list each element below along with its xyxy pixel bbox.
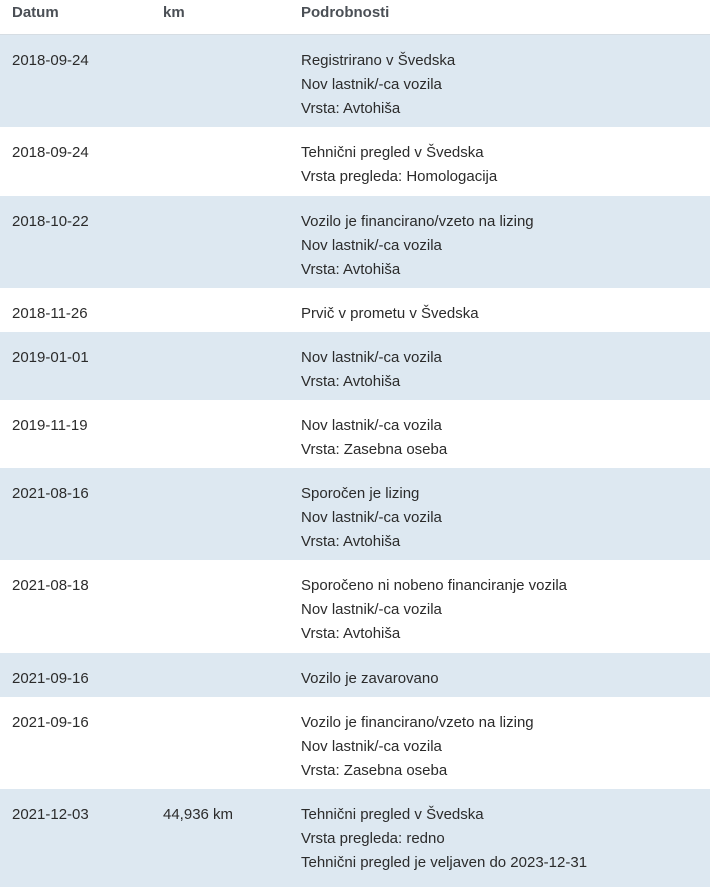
detail-line: Vrsta pregleda: Homologacija <box>301 168 498 185</box>
row-details <box>301 414 447 462</box>
table-row <box>0 653 710 697</box>
table-row <box>0 789 710 887</box>
row-details <box>301 667 439 691</box>
table-row <box>0 697 710 789</box>
row-km: 44,936 km <box>163 806 234 823</box>
row-date: 2018-09-24 <box>12 144 89 161</box>
row-details <box>301 711 534 783</box>
detail-line: Vrsta: Avtohiša <box>301 625 401 642</box>
row-date: 2021-08-18 <box>12 577 89 594</box>
table-row <box>0 288 710 332</box>
row-details <box>301 574 567 646</box>
detail-line: Vrsta: Avtohiša <box>301 261 401 278</box>
row-date: 2021-12-03 <box>12 806 89 823</box>
column-header-details: Podrobnosti <box>301 4 390 21</box>
row-details <box>301 803 587 875</box>
detail-line: Registrirano v Švedska <box>301 52 456 69</box>
row-date: 2019-01-01 <box>12 349 89 366</box>
detail-line: Nov lastnik/-ca vozila <box>301 509 442 526</box>
table-row <box>0 35 710 127</box>
detail-line: Nov lastnik/-ca vozila <box>301 417 442 434</box>
detail-line: Sporočeno ni nobeno financiranje vozila <box>301 577 568 594</box>
row-date: 2021-09-16 <box>12 714 89 731</box>
detail-line: Vrsta: Zasebna oseba <box>301 441 448 458</box>
detail-line: Vrsta: Zasebna oseba <box>301 762 448 779</box>
table-row <box>0 560 710 653</box>
detail-line: Tehnični pregled je veljaven do 2023-12-31 <box>301 854 588 871</box>
detail-line: Vrsta: Avtohiša <box>301 100 401 117</box>
row-date: 2018-11-26 <box>12 305 88 322</box>
row-date: 2021-09-16 <box>12 670 89 687</box>
row-date: 2019-11-19 <box>12 417 88 434</box>
table-row <box>0 196 710 288</box>
detail-line: Nov lastnik/-ca vozila <box>301 237 442 254</box>
row-details <box>301 302 479 326</box>
row-details <box>301 49 455 121</box>
row-date: 2018-10-22 <box>12 213 89 230</box>
detail-line: Tehnični pregled v Švedska <box>301 806 484 823</box>
table-header-row <box>0 0 710 35</box>
table-row <box>0 332 710 400</box>
column-header-date: Datum <box>12 4 59 21</box>
column-header-km: km <box>163 4 185 21</box>
detail-line: Sporočen je lizing <box>301 485 420 502</box>
table-body <box>0 35 710 887</box>
detail-line: Prvič v prometu v Švedska <box>301 305 479 322</box>
detail-line: Vozilo je financirano/vzeto na lizing <box>301 714 534 731</box>
row-date: 2018-09-24 <box>12 52 89 69</box>
table-row <box>0 468 710 560</box>
row-details <box>301 141 497 189</box>
detail-line: Nov lastnik/-ca vozila <box>301 76 442 93</box>
row-details <box>301 210 534 282</box>
detail-line: Vozilo je financirano/vzeto na lizing <box>301 213 534 230</box>
row-details <box>301 482 442 554</box>
detail-line: Tehnični pregled v Švedska <box>301 144 484 161</box>
row-details <box>301 346 442 394</box>
detail-line: Vrsta pregleda: redno <box>301 830 445 847</box>
detail-line: Vozilo je zavarovano <box>301 670 439 687</box>
detail-line: Nov lastnik/-ca vozila <box>301 601 442 618</box>
table-row <box>0 400 710 468</box>
detail-line: Vrsta: Avtohiša <box>301 533 401 550</box>
row-date: 2021-08-16 <box>12 485 89 502</box>
detail-line: Nov lastnik/-ca vozila <box>301 349 442 366</box>
table-row <box>0 127 710 196</box>
detail-line: Nov lastnik/-ca vozila <box>301 738 442 755</box>
detail-line: Vrsta: Avtohiša <box>301 373 401 390</box>
